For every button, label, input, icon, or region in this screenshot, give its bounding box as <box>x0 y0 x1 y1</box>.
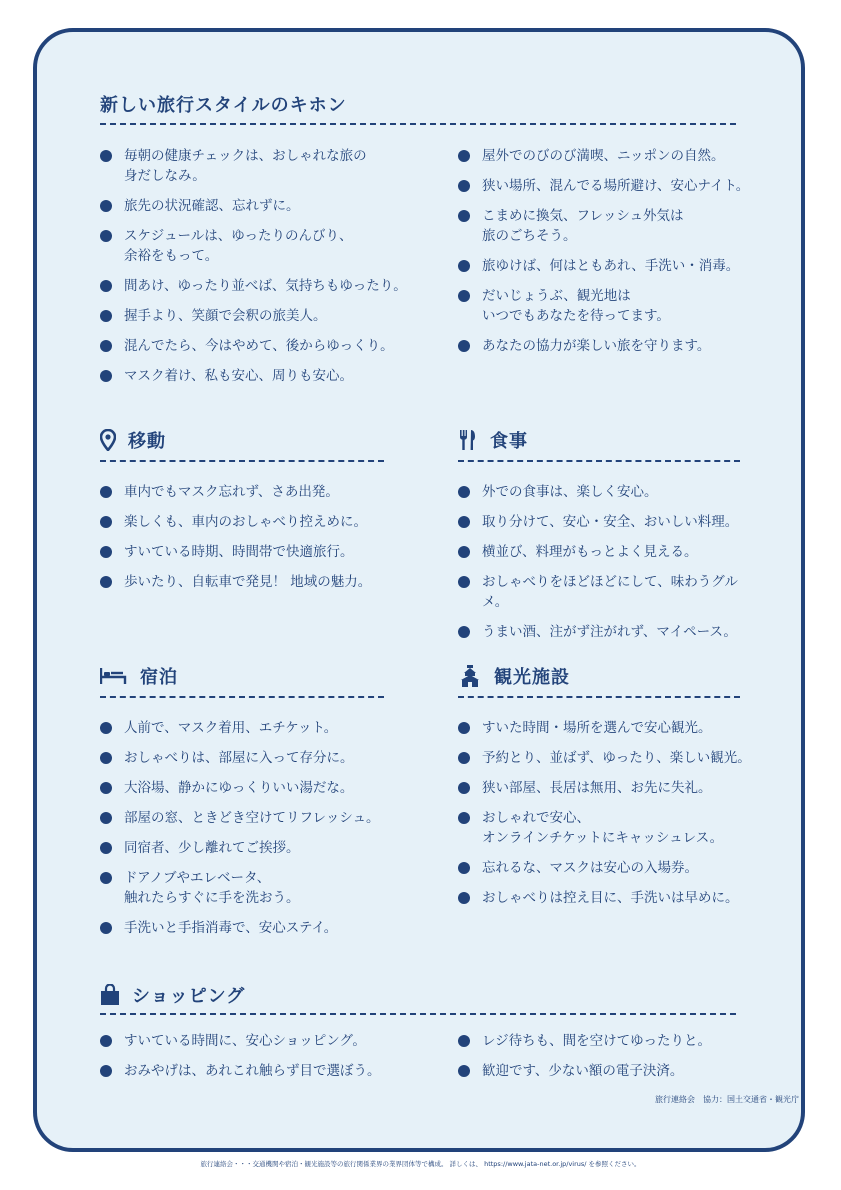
section-title-label: ショッピング <box>132 986 246 1007</box>
map-pin-icon <box>100 429 116 451</box>
section-title-transport <box>100 426 166 454</box>
list-item: すいている時期、時間帯で快適旅行。 <box>100 542 400 562</box>
list-item: 狭い場所、混んでる場所避け、安心ナイト。 <box>458 176 758 196</box>
list-item: 狭い部屋、長居は無用、お先に失礼。 <box>458 778 758 798</box>
list-item: 屋外でのびのび満喫、ニッポンの自然。 <box>458 146 758 166</box>
list-item: おしゃべりをほどほどにして、味わうグルメ。 <box>458 572 758 612</box>
section-title-basics: 新しい旅行スタイルのキホン <box>100 95 347 116</box>
divider <box>458 696 740 698</box>
list-item: 取り分けて、安心・安全、おいしい料理。 <box>458 512 758 532</box>
list-item: おしゃれで安心、 オンラインチケットにキャッシュレス。 <box>458 808 758 848</box>
section-title-shopping <box>100 981 245 1009</box>
footnote: 旅行連絡会・・・交通機関や宿泊・観光施設等の旅行関係業界の業界団体等で構成。 詳しくは、 https://www.jata-net.or.jp/virus/ を参照ください。 <box>200 1160 641 1168</box>
transport-list <box>100 482 400 602</box>
divider <box>458 460 740 462</box>
list-item: 予約とり、並ばず、ゆったり、楽しい観光。 <box>458 748 758 768</box>
list-item: 手洗いと手指消毒で、安心ステイ。 <box>100 918 400 938</box>
shopping-list-right <box>458 1031 758 1091</box>
shopping-bag-icon <box>100 984 120 1006</box>
list-item: だいじょうぶ、観光地は いつでもあなたを待ってます。 <box>458 286 758 326</box>
section-title-sightseeing <box>458 662 570 690</box>
list-item: おみやげは、あれこれ触らず目で選ぼう。 <box>100 1061 440 1081</box>
credit-line: 旅行連絡会 協力：国土交通省・観光庁 <box>655 1095 799 1104</box>
list-item: 毎朝の健康チェックは、おしゃれな旅の 身だしなみ。 <box>100 146 440 186</box>
section-title-label: 宿泊 <box>140 667 178 688</box>
list-item: 横並び、料理がもっとよく見える。 <box>458 542 758 562</box>
list-item: スケジュールは、ゆったりのんびり、 余裕をもって。 <box>100 226 440 266</box>
list-item: 部屋の窓、ときどき空けてリフレッシュ。 <box>100 808 400 828</box>
dining-list <box>458 482 758 652</box>
list-item: おしゃべりは控え目に、手洗いは早めに。 <box>458 888 758 908</box>
list-item: 忘れるな、マスクは安心の入場券。 <box>458 858 758 878</box>
list-item: ドアノブやエレベータ、 触れたらすぐに手を洗おう。 <box>100 868 400 908</box>
list-item: 旅ゆけば、何はともあれ、手洗い・消毒。 <box>458 256 758 276</box>
list-item: レジ待ちも、間を空けてゆったりと。 <box>458 1031 758 1051</box>
list-item: すいている時間に、安心ショッピング。 <box>100 1031 440 1051</box>
list-item: 外での食事は、楽しく安心。 <box>458 482 758 502</box>
list-item: すいた時間・場所を選んで安心観光。 <box>458 718 758 738</box>
sightseeing-list <box>458 718 758 918</box>
list-item: 歓迎です、少ない額の電子決済。 <box>458 1061 758 1081</box>
list-item: 大浴場、静かにゆっくりいい湯だな。 <box>100 778 400 798</box>
divider <box>100 1013 736 1015</box>
divider <box>100 123 736 125</box>
list-item: 人前で、マスク着用、エチケット。 <box>100 718 400 738</box>
list-item: おしゃべりは、部屋に入って存分に。 <box>100 748 400 768</box>
list-item: 同宿者、少し離れてご挨拶。 <box>100 838 400 858</box>
section-title-label: 食事 <box>490 431 528 452</box>
list-item: 歩いたり、自転車で発見！ 地域の魅力。 <box>100 572 400 592</box>
list-item: 車内でもマスク忘れず、さあ出発。 <box>100 482 400 502</box>
castle-icon <box>458 664 482 688</box>
list-item: こまめに換気、フレッシュ外気は 旅のごちそう。 <box>458 206 758 246</box>
divider <box>100 696 384 698</box>
section-title-lodging <box>100 662 178 690</box>
lodging-list <box>100 718 400 948</box>
list-item: 間あけ、ゆったり並べば、気持ちもゆったり。 <box>100 276 440 296</box>
section-title-label: 移動 <box>128 431 166 452</box>
shopping-list-left <box>100 1031 440 1091</box>
basics-list-left <box>100 146 440 396</box>
divider <box>100 460 384 462</box>
section-title-dining <box>458 426 528 454</box>
list-item: 旅先の状況確認、忘れずに。 <box>100 196 440 216</box>
list-item: うまい酒、注がず注がれず、マイペース。 <box>458 622 758 642</box>
list-item: 楽しくも、車内のおしゃべり控えめに。 <box>100 512 400 532</box>
basics-list-right <box>458 146 758 366</box>
list-item: あなたの協力が楽しい旅を守ります。 <box>458 336 758 356</box>
list-item: マスク着け、私も安心、周りも安心。 <box>100 366 440 386</box>
bed-icon <box>100 666 128 686</box>
list-item: 混んでたら、今はやめて、後からゆっくり。 <box>100 336 440 356</box>
list-item: 握手より、笑顔で会釈の旅美人。 <box>100 306 440 326</box>
fork-knife-icon <box>458 429 478 451</box>
section-title-label: 観光施設 <box>494 667 570 688</box>
